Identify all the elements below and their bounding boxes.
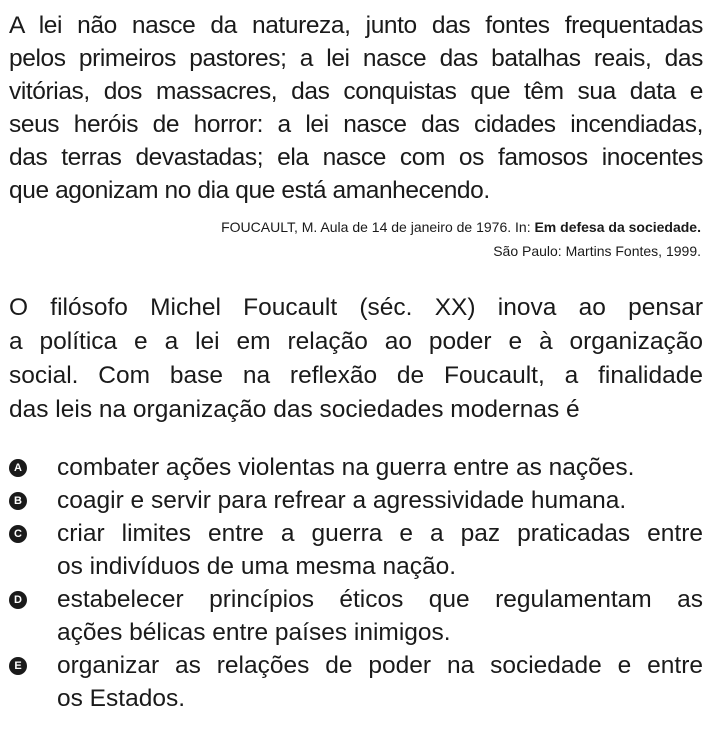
- citation-line-1: [7, 215, 701, 239]
- epigraph-quote: [9, 9, 703, 207]
- option-text: estabelecer princípios éticos que regulamentam as: [57, 586, 703, 613]
- option-letter-badge: D: [9, 591, 27, 609]
- question-line: a política e a lei em relação ao poder e à organização: [9, 328, 703, 355]
- option-letter-badge: E: [9, 657, 27, 675]
- option-text: os indivíduos de uma mesma nação.: [57, 553, 457, 580]
- option-text: combater ações violentas na guerra entre as nações.: [57, 454, 635, 481]
- question-line: das leis na organização das sociedades modernas é: [9, 396, 580, 423]
- quote-line: pelos primeiros pastores; a lei nasce das batalhas reais, das: [9, 45, 703, 72]
- option-text: os Estados.: [57, 685, 186, 712]
- quote-line: que agonizam no dia que está amanhecendo.: [9, 177, 490, 204]
- option-c[interactable]: [9, 517, 703, 583]
- option-text: coagir e servir para refrear a agressividade humana.: [57, 487, 627, 514]
- question-line: social. Com base na reflexão de Foucault, a finalidade: [9, 362, 703, 389]
- quote-line: seus heróis de horror: a lei nasce das cidades incendiadas,: [9, 111, 703, 138]
- citation-title: Em defesa da sociedade.: [534, 219, 701, 235]
- option-letter-badge: B: [9, 492, 27, 510]
- answer-options: [9, 451, 703, 715]
- option-text: criar limites entre a guerra e a paz praticadas entre: [57, 520, 703, 547]
- citation: [7, 215, 701, 263]
- option-letter-badge: C: [9, 525, 27, 543]
- question-stem: [9, 291, 703, 427]
- option-a[interactable]: [9, 451, 703, 484]
- citation-line-2: São Paulo: Martins Fontes, 1999.: [493, 243, 701, 259]
- option-text: organizar as relações de poder na sociedade e entre: [57, 652, 703, 679]
- option-e[interactable]: [9, 649, 703, 715]
- question-line: O filósofo Michel Foucault (séc. XX) inova ao pensar: [9, 294, 703, 321]
- option-text: ações bélicas entre países inimigos.: [57, 619, 451, 646]
- quote-line: das terras devastadas; ela nasce com os famosos inocentes: [9, 144, 703, 171]
- quote-line: A lei não nasce da natureza, junto das fontes frequentadas: [9, 12, 703, 39]
- quote-line: vitórias, dos massacres, das conquistas que têm sua data e: [9, 78, 703, 105]
- option-d[interactable]: [9, 583, 703, 649]
- option-letter-badge: A: [9, 459, 27, 477]
- option-b[interactable]: [9, 484, 703, 517]
- citation-author: FOUCAULT, M. Aula de 14 de janeiro de 1976. In:: [221, 219, 535, 235]
